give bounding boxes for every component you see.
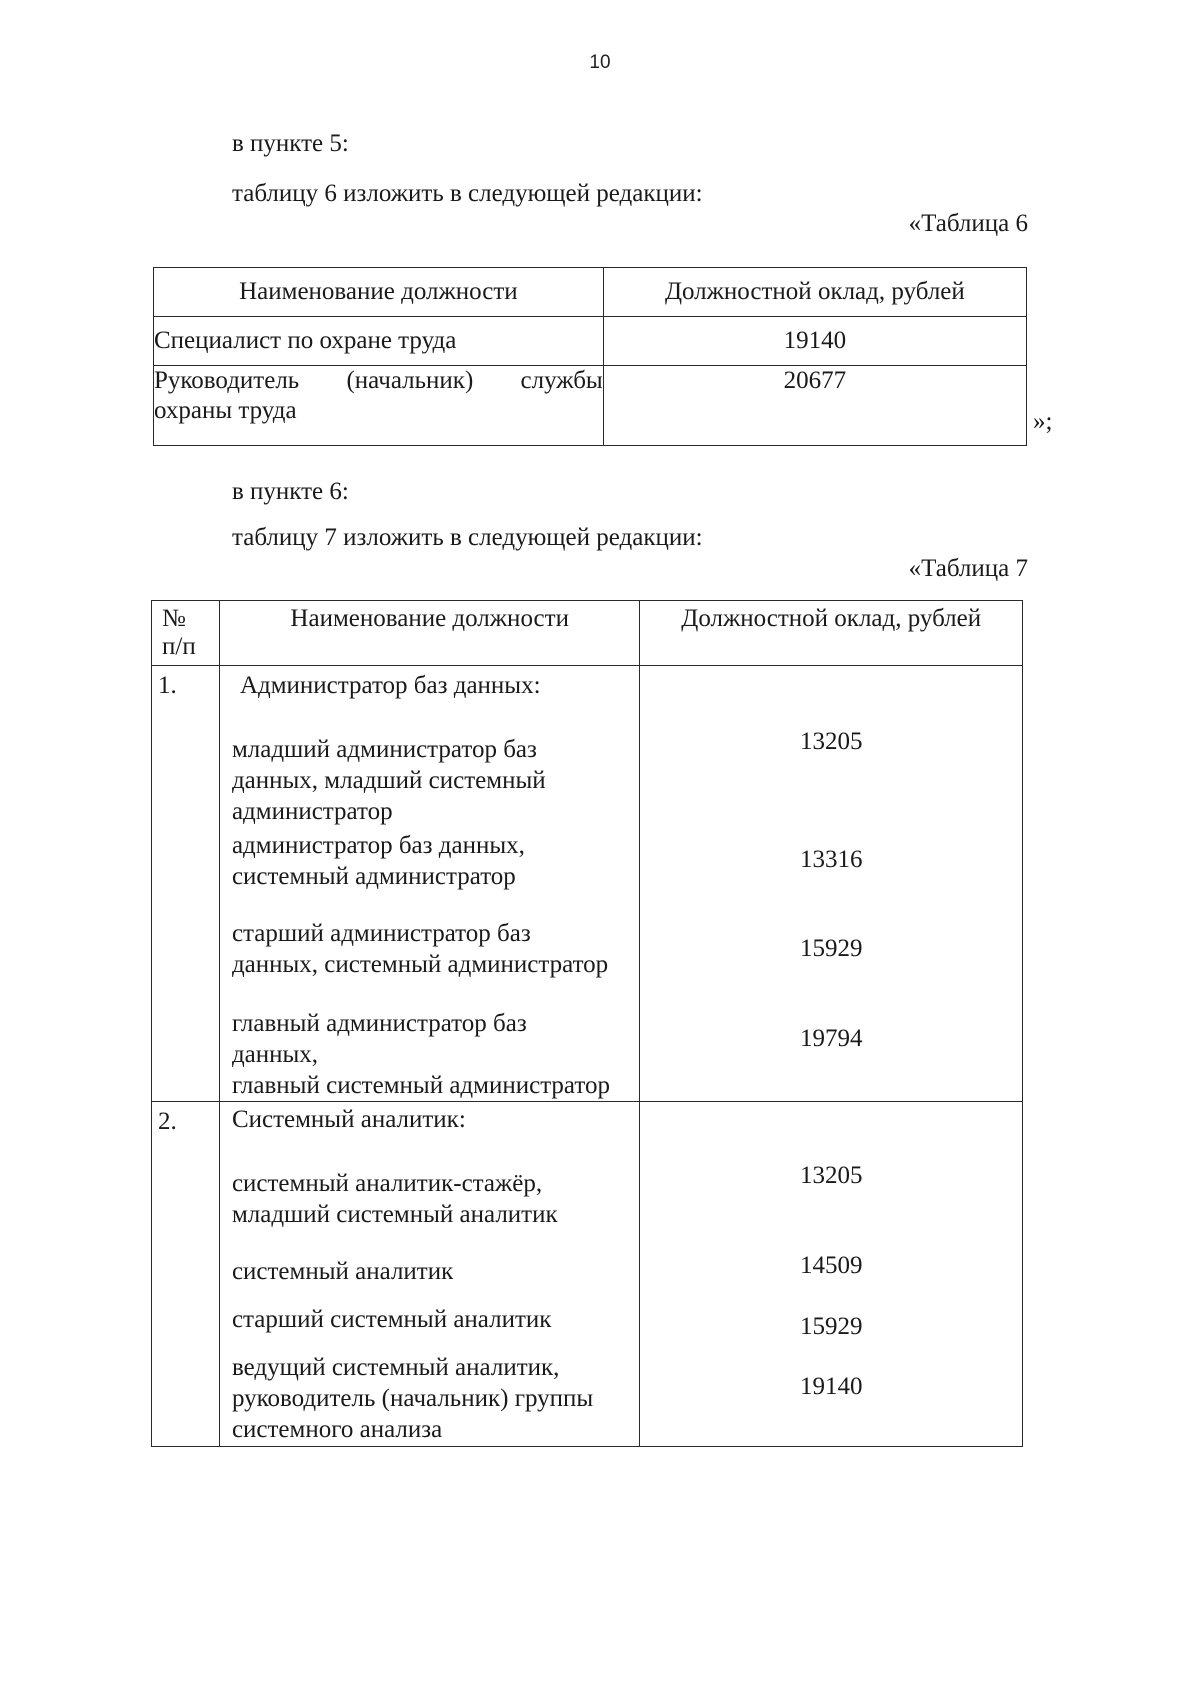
salary-value: 19140 xyxy=(799,1373,863,1400)
position-line: системный аналитик xyxy=(231,1258,454,1285)
position-cell xyxy=(154,366,604,446)
position-item xyxy=(220,734,640,830)
table-row xyxy=(154,317,1027,366)
position-line: данных, младший системный xyxy=(231,767,546,794)
section5-instruction: таблицу 6 изложить в следующей редакции: xyxy=(232,180,703,207)
position-item xyxy=(220,1008,640,1101)
salary-value: 15929 xyxy=(799,1313,863,1340)
group-title: Системный аналитик: xyxy=(231,1106,466,1133)
group-positions xyxy=(219,666,640,1102)
table6-closing-quote: »; xyxy=(1033,408,1053,435)
salary-value: 13205 xyxy=(799,1162,863,1189)
group-number: 1. xyxy=(152,666,220,1102)
position-item xyxy=(220,918,640,1008)
table7-caption: «Таблица 7 xyxy=(908,555,1028,582)
position-line: главный администратор баз xyxy=(231,1010,527,1037)
header-salary: Должностной оклад, рублей xyxy=(640,601,1023,666)
position-word: (начальник) xyxy=(346,367,474,394)
position-line: администратор баз данных, xyxy=(231,832,525,859)
section5-intro: в пункте 5: xyxy=(232,130,349,157)
position-line: системный администратор xyxy=(231,863,516,890)
position-line xyxy=(154,366,603,396)
position-line: администратор xyxy=(231,798,393,825)
table-group-row xyxy=(152,1102,1023,1447)
position-word: службы xyxy=(520,367,603,394)
table-row xyxy=(154,366,1027,446)
group-salaries xyxy=(640,1102,1023,1447)
table6-caption: «Таблица 6 xyxy=(908,210,1028,237)
position-line: старший администратор баз xyxy=(231,920,531,947)
header-salary: Должностной оклад, рублей xyxy=(603,268,1026,317)
position-cell: Специалист по охране труда xyxy=(154,317,604,366)
table-7 xyxy=(151,600,1023,1447)
header-num xyxy=(152,601,220,666)
position-line: системного анализа xyxy=(231,1416,443,1443)
header-num-line: п/п xyxy=(162,633,196,660)
position-item xyxy=(220,1256,640,1304)
position-item xyxy=(220,1304,640,1352)
group-title: Администратор баз данных: xyxy=(239,672,541,699)
position-word: Руководитель xyxy=(154,367,300,394)
salary-value: 13205 xyxy=(799,728,863,755)
position-line: старший системный аналитик xyxy=(231,1306,552,1333)
section6-intro: в пункте 6: xyxy=(232,478,349,505)
header-position: Наименование должности xyxy=(154,268,604,317)
position-item xyxy=(220,1168,640,1256)
group-number: 2. xyxy=(152,1102,220,1447)
position-item xyxy=(220,1352,640,1446)
position-line: охраны труда xyxy=(154,397,297,424)
header-num-line: № xyxy=(162,605,186,632)
table-header-row xyxy=(154,268,1027,317)
position-line: младший администратор баз xyxy=(231,736,537,763)
salary-value: 15929 xyxy=(799,935,863,962)
header-position: Наименование должности xyxy=(219,601,640,666)
position-line: ведущий системный аналитик, xyxy=(231,1354,560,1381)
table-6 xyxy=(153,267,1027,446)
group-salaries xyxy=(640,666,1023,1102)
salary-cell: 19140 xyxy=(603,317,1026,366)
position-line: руководитель (начальник) группы xyxy=(231,1385,594,1412)
position-item xyxy=(220,830,640,918)
position-line: младший системный аналитик xyxy=(231,1201,558,1228)
page-number: 10 xyxy=(589,52,611,73)
position-line: данных, xyxy=(231,1041,319,1068)
position-line: главный системный администратор xyxy=(231,1072,610,1099)
salary-cell: 20677 xyxy=(603,366,1026,446)
salary-value: 13316 xyxy=(799,846,863,873)
position-line: системный аналитик-стажёр, xyxy=(231,1170,543,1197)
table-header-row xyxy=(152,601,1023,666)
salary-value: 19794 xyxy=(799,1025,863,1052)
section6-instruction: таблицу 7 изложить в следующей редакции: xyxy=(232,524,703,551)
group-positions xyxy=(219,1102,640,1447)
table-group-row xyxy=(152,666,1023,1102)
position-line: данных, системный администратор xyxy=(231,951,609,978)
salary-value: 14509 xyxy=(799,1252,863,1279)
